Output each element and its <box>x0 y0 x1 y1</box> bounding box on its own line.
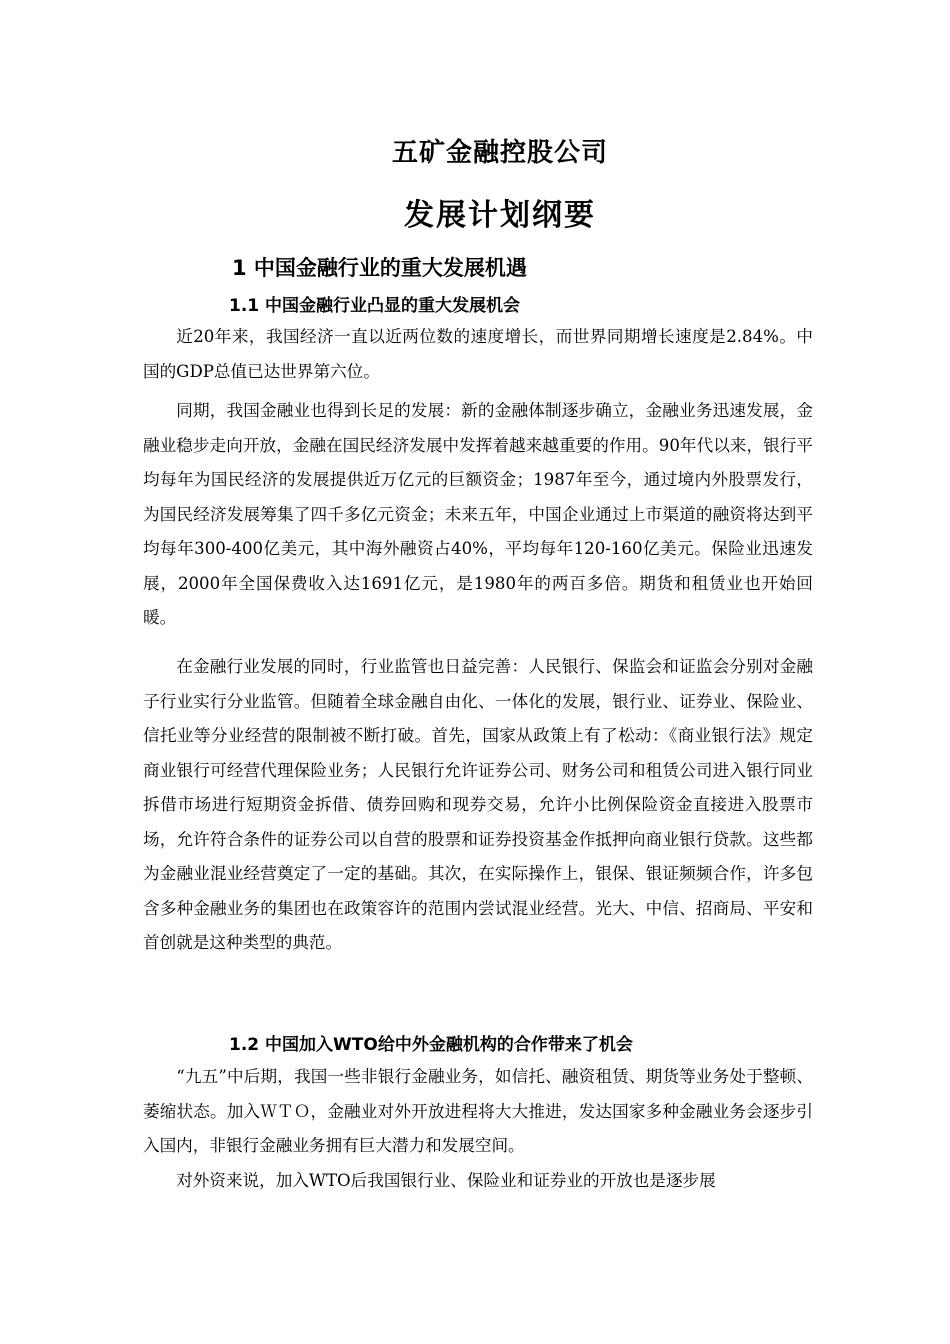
subsection-heading-1-1: 1.1 中国金融行业凸显的重大发展机会 <box>229 296 521 316</box>
section-heading-1: 1 中国金融行业的重大发展机遇 <box>232 256 527 280</box>
paragraph-growth: 近20年来，我国经济一直以近两位数的速度增长，而世界同期增长速度是2.84%。中国的GDP总值已达世界第六位。 <box>143 327 813 381</box>
paragraph-foreign-capital: 对外资来说，加入WTO后我国银行业、保险业和证券业的开放也是逐步展 <box>176 1171 716 1190</box>
document-subtitle: 发展计划纲要 <box>404 198 596 233</box>
paragraph-non-bank-finance: “九五”中后期，我国一些非银行金融业务，如信托、融资租赁、期货等业务处于整顿、萎缩状态。加入ＷＴＯ，金融业对外开放进程将大大推进，发达国家多种金融业务会逐步引入国内，非银行金融业务拥有巨大潜力和发展空间。 <box>143 1067 813 1155</box>
document-title: 五矿金融控股公司 <box>391 138 608 168</box>
subsection-heading-1-2: 1.2 中国加入WTO给中外金融机构的合作带来了机会 <box>229 1035 633 1055</box>
paragraph-finance-development: 同期，我国金融业也得到长足的发展：新的金融体制逐步确立，金融业务迅速发展，金融业稳步走向开放，金融在国民经济发展中发挥着越来越重要的作用。90年代以来，银行平均每年为国民经济的发展提供近万亿元的巨额资金；1987年至今，通过境内外股票发行，为国民经济发展筹集了四千多亿元资金；未来五年，中国企业通过上市渠道的融资将达到平均每年300-400亿美元，其中海外融资占40%，平均每年120-160亿美元。保险业迅速发展，2000年全国保费收入达1691亿元，是1980年的两百多倍。期货和租赁业也开始回暖。 <box>143 401 813 627</box>
paragraph-regulation: 在金融行业发展的同时，行业监管也日益完善：人民银行、保监会和证监会分别对金融子行业实行分业监管。但随着全球金融自由化、一体化的发展，银行业、证券业、保险业、信托业等分业经营的限制被不断打破。首先，国家从政策上有了松动：《商业银行法》规定商业银行可经营代理保险业务；人民银行允许证券公司、财务公司和租赁公司进入银行同业拆借市场进行短期资金拆借、债券回购和现券交易，允许小比例保险资金直接进入股票市场，允许符合条件的证券公司以自营的股票和证券投资基金作抵押向商业银行贷款。这些都为金融业混业经营奠定了一定的基础。其次，在实际操作上，银保、银证频频合作，许多包含多种金融业务的集团也在政策容许的范围内尝试混业经营。光大、中信、招商局、平安和首创就是这种类型的典范。 <box>143 657 813 952</box>
